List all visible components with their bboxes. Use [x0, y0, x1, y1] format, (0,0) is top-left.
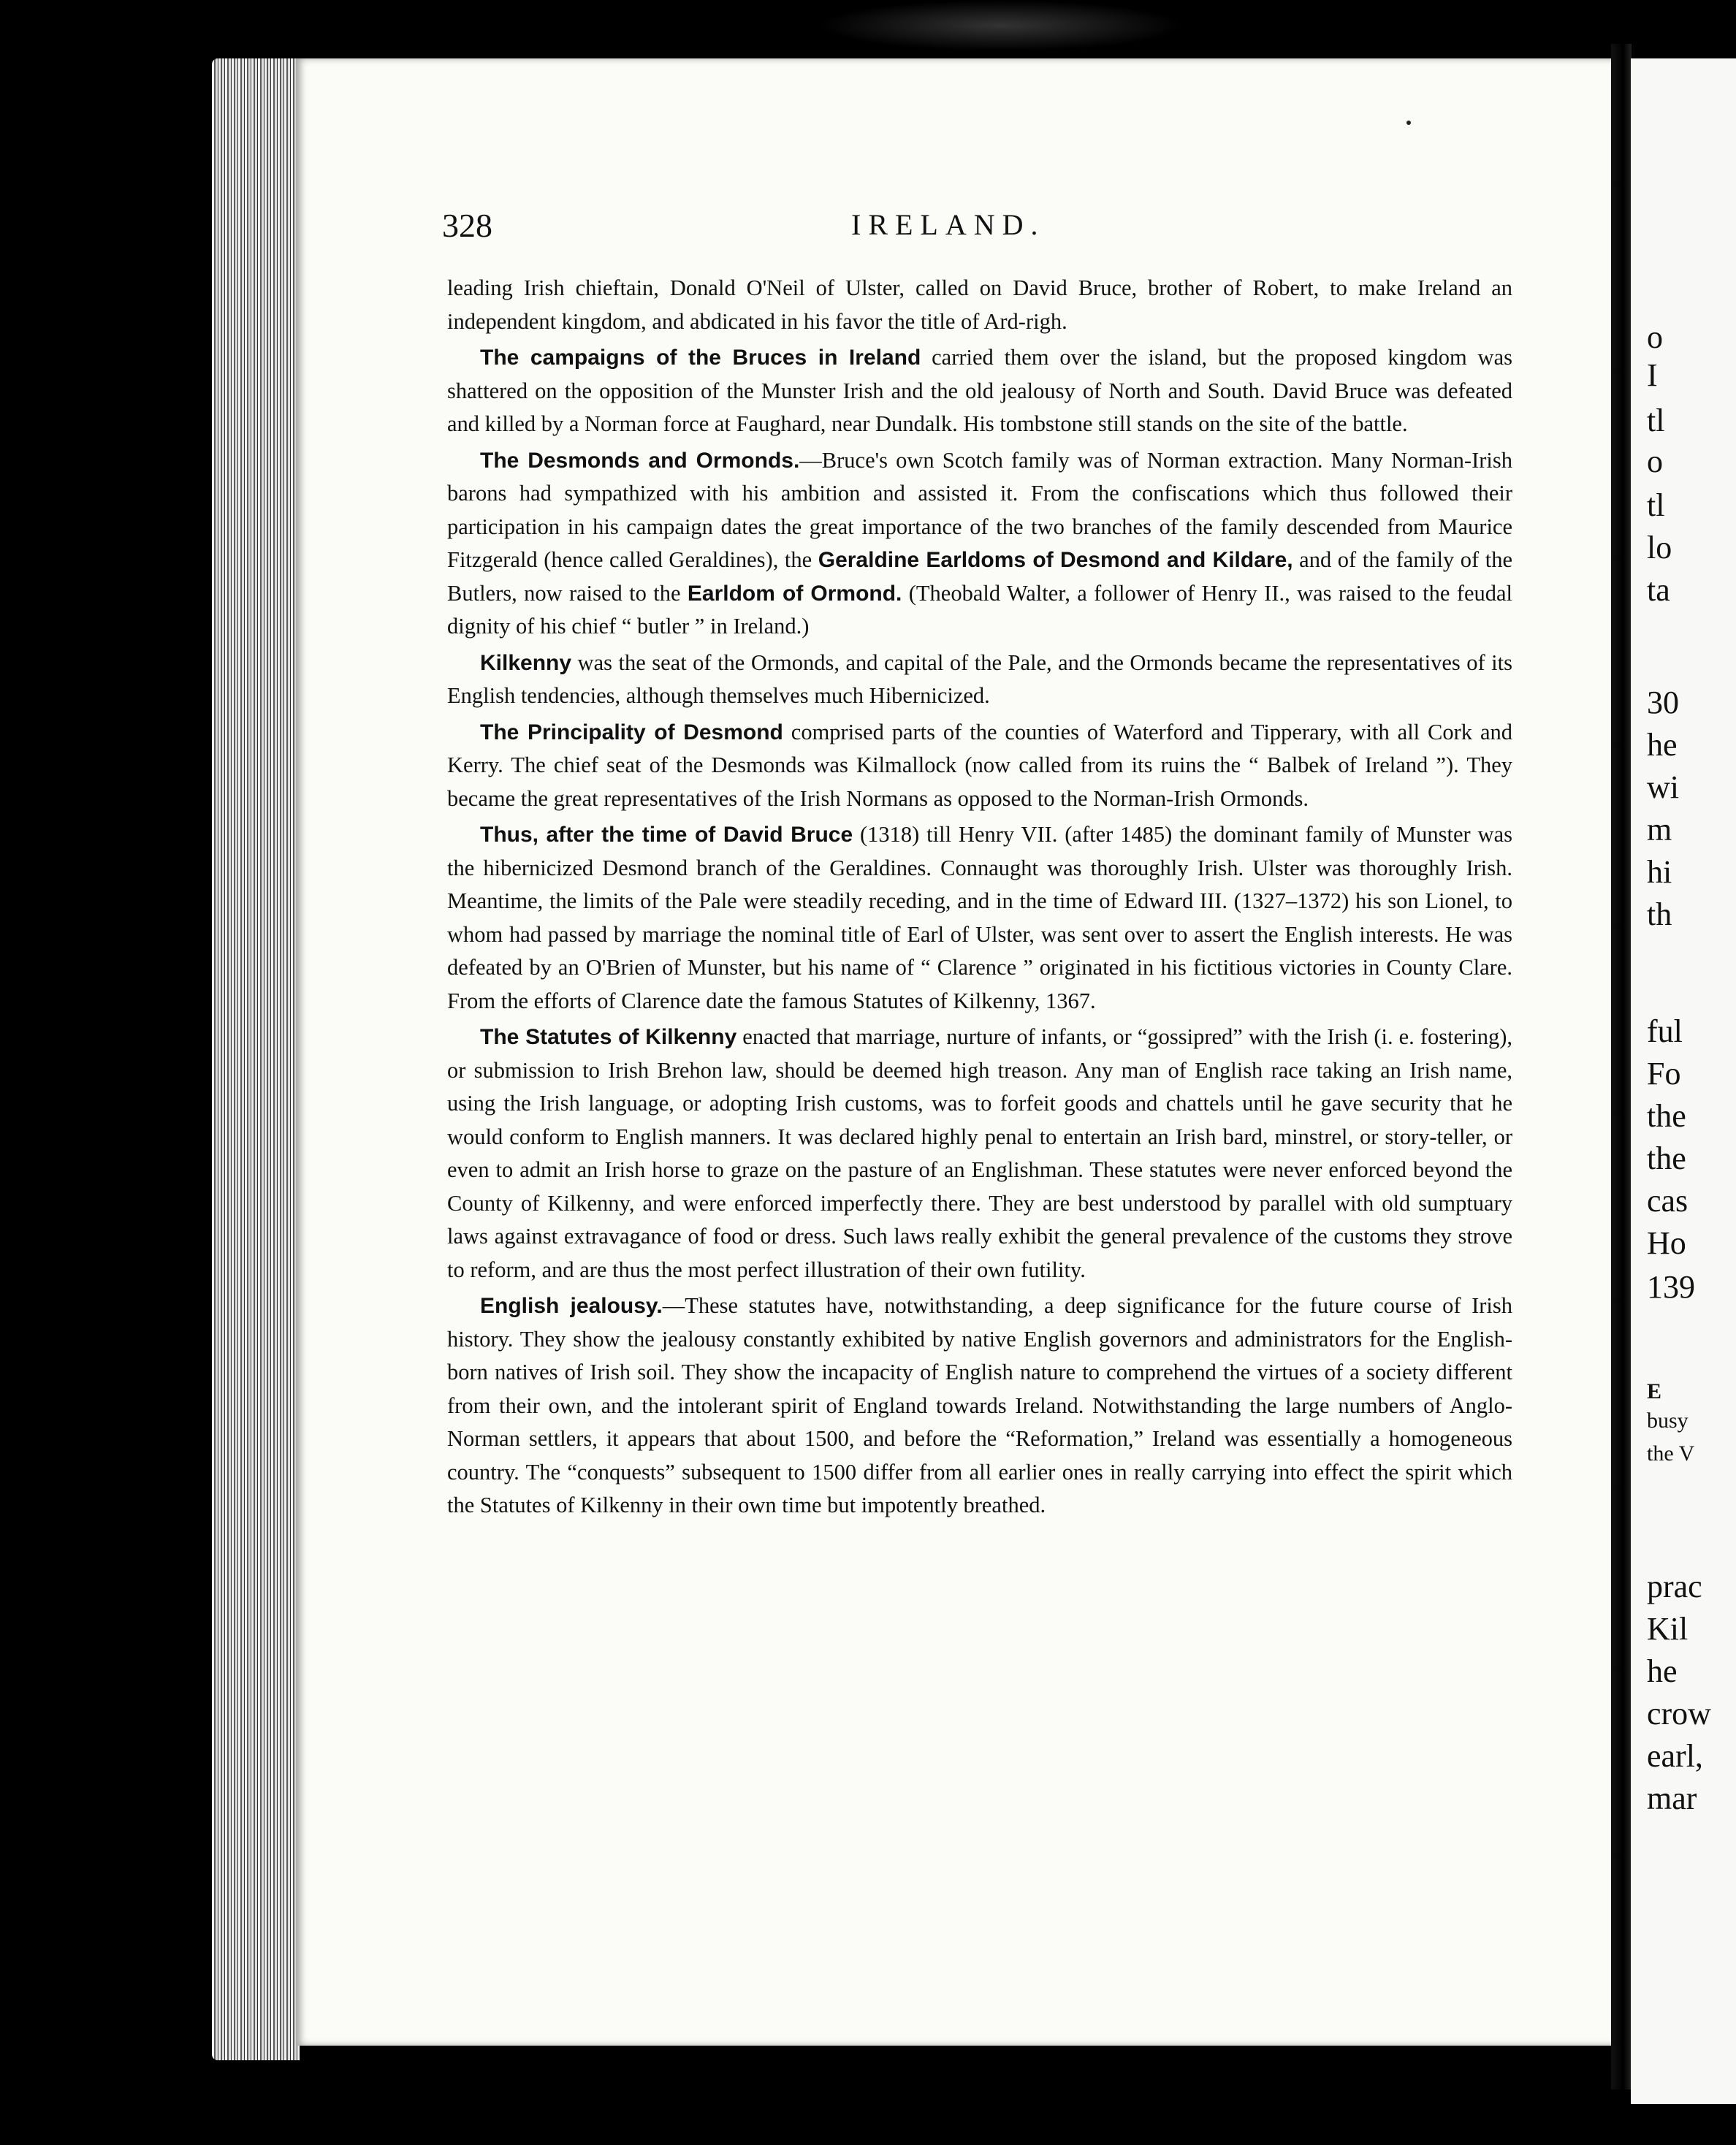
- side-heading: Kilkenny: [480, 650, 572, 675]
- facing-page-fragment: Kil: [1647, 1611, 1689, 1647]
- facing-page-fragment: earl,: [1647, 1738, 1703, 1774]
- body-text: [447, 272, 1512, 1525]
- facing-page-fragment: the: [1647, 1140, 1686, 1176]
- facing-page-fragment: E: [1647, 1379, 1662, 1403]
- inline-heading: Earldom of Ormond.: [687, 581, 902, 606]
- scan-mark: [0, 906, 10, 913]
- facing-page-fragment: th: [1647, 896, 1672, 932]
- facing-page-fragment: ful: [1647, 1013, 1683, 1049]
- facing-page-fragment: lo: [1647, 530, 1672, 565]
- facing-page-fragment: mar: [1647, 1780, 1697, 1816]
- side-heading: English jealousy.: [480, 1294, 663, 1318]
- facing-page-fragment: he: [1647, 1653, 1678, 1689]
- paragraph: [447, 1289, 1512, 1523]
- facing-page-fragment: crow: [1647, 1696, 1711, 1731]
- paragraph: [447, 444, 1512, 644]
- side-heading: The Statutes of Kilkenny: [480, 1025, 737, 1049]
- facing-page-fragment: cas: [1647, 1183, 1689, 1219]
- paragraph-text: comprised parts of the counties of Waterford and Tipperary, with all Cork and Kerry. The chief seat of the Desmonds was Kilmallock (now called from its ruins the “ Balbek of Ireland ”). They became the great representatives of the Irish Normans as opposed to the Norman-Irish Ormonds.: [447, 719, 1512, 811]
- scan-mark: [0, 1008, 22, 1011]
- page-number: 328: [442, 207, 492, 244]
- paragraph: [447, 272, 1512, 338]
- facing-page-fragment: the V: [1647, 1441, 1695, 1466]
- facing-page-fragment: I: [1647, 357, 1658, 393]
- paragraph-text: carried them over the island, but the proposed kingdom was shattered on the opposition of the Munster Irish and the old jealousy of North and South. David Bruce was defeated and killed by a Norman force at Faughard, near Dundalk. His tombstone still stands on the site of the battle.: [447, 345, 1512, 436]
- facing-page-fragment: the: [1647, 1098, 1686, 1134]
- inline-heading: Geraldine Earldoms of Desmond and Kildare,: [818, 548, 1293, 572]
- facing-page-fragment: wi: [1647, 769, 1679, 805]
- page-header: [442, 206, 1516, 250]
- ink-speck: [1406, 121, 1411, 125]
- facing-page-fragment: Ho: [1647, 1225, 1686, 1261]
- facing-page-fragment: tl: [1647, 487, 1665, 523]
- paragraph: [447, 1021, 1512, 1287]
- facing-page-fragment: ta: [1647, 572, 1670, 608]
- running-head: IRELAND.: [851, 208, 1046, 241]
- paragraph: [447, 818, 1512, 1018]
- paragraph: [447, 647, 1512, 713]
- side-heading: The Desmonds and Ormonds.: [480, 448, 800, 473]
- side-heading: The Principality of Desmond: [480, 720, 783, 744]
- paragraph: [447, 716, 1512, 816]
- facing-page-fragment: he: [1647, 727, 1678, 763]
- paragraph-text: leading Irish chieftain, Donald O'Neil of Ulster, called on David Bruce, brother of Robert, to make Ireland an independent kingdom, and abdicated in his favor the title of Ard-righ.: [447, 275, 1512, 334]
- facing-page-fragment: Fo: [1647, 1056, 1681, 1091]
- facing-page-fragment: o: [1647, 443, 1663, 479]
- facing-page-fragment: tl: [1647, 403, 1665, 438]
- facing-page: [1631, 58, 1736, 2104]
- paragraph-text: —These statutes have, notwithstanding, a deep significance for the future course of Irish history. They show the jealousy constantly exhibited by native English governors and administrators for the English-born natives of Irish soil. They show the incapacity of English nature to comprehend the virtues of a society different from their own, and the intolerant spirit of England towards Ireland. Notwithstanding the large numbers of Anglo-Norman settlers, it appears that about 1500, and before the “Reformation,” Ireland was essentially a homogeneous country. The “conquests” subsequent to 1500 differ from all earlier ones in really carrying into effect the spirit which the Statutes of Kilkenny in their own time but impotently breathed.: [447, 1293, 1513, 1517]
- facing-page-fragment: busy: [1647, 1409, 1689, 1433]
- book-binding: [0, 0, 219, 2145]
- top-shadow: [818, 0, 1184, 51]
- facing-page-fragment: prac: [1647, 1569, 1702, 1604]
- side-heading: The campaigns of the Bruces in Ireland: [480, 346, 921, 370]
- paragraph-text: was the seat of the Ormonds, and capital of the Pale, and the Ormonds became the representatives of its English tendencies, although themselves much Hibernicized.: [447, 649, 1512, 708]
- facing-page-fragment: 30: [1647, 685, 1679, 720]
- paragraph-text: (1318) till Henry VII. (after 1485) the dominant family of Munster was the hibernicized Desmond branch of the Geraldines. Connaught was thoroughly Irish. Ulster was thoroughly Irish. Meantime, the limits of the Pale were steadily receding, and in the time of Edward III. (1327–1372) his son Lionel, to whom had passed by marriage the nominal title of Earl of Ulster, was sent over to assert the English interests. He was defeated by an O'Brien of Munster, but his name of “ Clarence ” originated in his fictitious victories in County Clare. From the efforts of Clarence date the famous Statutes of Kilkenny, 1367.: [447, 822, 1512, 1013]
- paragraph-text: (Theobald Walter, a follower of Henry II., was raised to the feudal dignity of his chief “ butler ” in Ireland.): [447, 580, 1513, 639]
- page-edges: [212, 58, 300, 2060]
- paragraph-text: and of the family of the Butlers, now raised to the: [447, 547, 1512, 606]
- paragraph-text: —Bruce's own Scotch family was of Norman extraction. Many Norman-Irish barons had sympathized with his ambition and assisted it. From the confiscations which thus followed their participation in his campaign dates the great importance of the two branches of the family descended from Maurice Fitzgerald (hence called Geraldines), the: [447, 447, 1512, 572]
- facing-page-fragment: hi: [1647, 854, 1672, 890]
- facing-page-fragment: 139: [1647, 1269, 1695, 1305]
- facing-page-fragment: o: [1647, 319, 1663, 355]
- paragraph: [447, 341, 1512, 441]
- paragraph-text: enacted that marriage, nurture of infants, or “gossipred” with the Irish (i. e. fostering), or submission to Irish Brehon law, should be deemed high treason. Any man of English race taking an Irish name, using the Irish language, or adopting Irish customs, was to forfeit goods and chattels until he gave security that he would conform to English manners. It was declared highly penal to entertain an Irish bard, minstrel, or story-teller, or even to admit an Irish horse to graze on the pasture of an Englishman. These statutes were never enforced beyond the County of Kilkenny, and were enforced imperfectly there. They are best understood by parallel with old sumptuary laws against extravagance of food or dress. Such laws really exhibit the general prevalence of the customs they strove to reform, and are thus the most perfect illustration of their own futility.: [447, 1024, 1512, 1282]
- side-heading: Thus, after the time of David Bruce: [480, 823, 853, 847]
- facing-page-fragment: m: [1647, 812, 1672, 847]
- book-gutter: [1611, 44, 1632, 2089]
